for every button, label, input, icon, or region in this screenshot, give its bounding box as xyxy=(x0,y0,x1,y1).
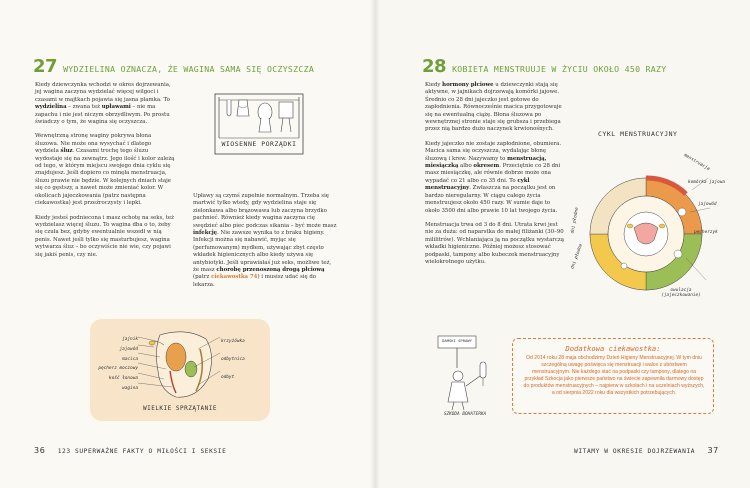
label-rectum: odbytnica xyxy=(221,357,245,362)
right-footer xyxy=(574,446,719,455)
running-title: WITAMY W OKRESIE DOJRZEWANIA xyxy=(574,448,696,455)
fact-number: 27 xyxy=(33,56,58,77)
fact-title: WYDZIELINA OZNACZA, ŻE WAGINA SAMA SIĘ OCZYSZCZA xyxy=(63,64,315,74)
body-text: . Przeciętnie co 28 dni masz miesiączkę, ale równie dobrze może ona wypadać co 21 albo co 35 dni. To xyxy=(425,163,561,184)
menstrual-cycle-diagram xyxy=(570,130,734,330)
label-fertile-days: dni płodne xyxy=(570,207,580,234)
label-fallopian-tube: jajowód xyxy=(698,202,717,207)
paragraph xyxy=(193,193,338,289)
label-menstruation: menstruacja xyxy=(682,153,711,172)
heroine-illustration xyxy=(436,332,500,416)
label-follicle: pęcherzyk xyxy=(694,230,718,235)
body-text: u dziewczynki stają się aktywne, w jajnikach dojrzewają komórki jajowe. Średnio co 28 dni jajeczko jest gotowe do zapłodnienia. Równocześnie macica przygotowuje się na ewentualną ciążę. Błona śluzowa po wewnętrznej stronie staje się grubsza i przebiega przez nią bardzo dużo naczynek krwionośnych. xyxy=(425,82,562,133)
emphasis-text: hormony płciowe xyxy=(442,82,494,88)
label-fallopian-tube: jajowód xyxy=(119,346,138,352)
paragraph xyxy=(425,141,565,215)
body-text: Kiedy xyxy=(425,82,443,88)
sign-text: DAMSKI SPRAWY xyxy=(442,338,472,343)
emphasis-text: menstruacją, miesiączką xyxy=(425,155,547,170)
illustration-caption: SZKODA BOHATERKA xyxy=(443,412,487,417)
label-sacrum: krzyżówka xyxy=(221,339,245,344)
body-text: . Czasami trochę tego śluzu wydostaje się na zewnątrz. Jego ilość i kolor zależą od tego, w którym miejscu swojego dnia cyklu się znajdujesz. Jeśli dopiero co minęła menstruacja, śluzu prawie nie będzie. W kolejnych dniach staje się co gęstszy, a nawet może zmieniać kolor. W okolicach jajeczkowania (patrz następna ciekawostka) jest przeźroczysty i lepki. xyxy=(35,148,175,207)
anatomy-illustration xyxy=(90,319,270,421)
label-bladder: pęcherz moczowy xyxy=(98,366,138,372)
label-ovulation: owulacja (jajeczkowanie) xyxy=(661,288,701,298)
left-text-column-1 xyxy=(35,82,175,266)
girl-with-sign-drawing xyxy=(436,332,500,416)
anatomy-labels-left xyxy=(94,335,138,394)
extra-fact-text: Od 2014 roku 28 maja obchodzimy Dzień Higieny Menstruacyjnej. W tym dniu szczególną uwagę poświęca się menstruacji i walce z ubóstwem menstruacyjnym. Nie każdego stać na podpaski czy tampony, dlatego na przykład Szkocja jako pierwsze państwo na świecie zapewniła darmowy dostęp do produktów menstruacyjnych – najpierw w szkołach i na uczelniach wyższych, a od sierpnia 2022 roku dla wszystkich potrzebujących. xyxy=(523,355,705,396)
book-gutter xyxy=(370,0,380,488)
paragraph xyxy=(425,222,565,266)
extra-fact-box xyxy=(512,338,714,414)
illustration-caption: WIOSENNE PORZĄDKI xyxy=(221,140,297,148)
emphasis-text: chorobę przenoszoną drogą płciową xyxy=(216,267,325,274)
fact-title: KOBIETA MENSTRUUJE W ŻYCIU OKOŁO 450 RAZY xyxy=(452,64,667,74)
right-text-column xyxy=(425,82,565,273)
paragraph xyxy=(425,82,565,134)
body-text: Upławy są czymś zupełnie normalnym. Trzeba się martwić tylko wtedy, gdy wydzielina staje się zielonkawa albo brązowawa lub zaczyna brzydko pachnieć. Również kiedy wagina zaczyna cię swędzieć albo piec podczas sikania – być może masz xyxy=(193,193,337,229)
emphasis-text: ciekawostka 74 xyxy=(211,274,258,281)
body-text: (patrz xyxy=(193,274,212,281)
emphasis-text: okresem xyxy=(473,163,500,170)
body-text: – nie ma zapachu i nie jest niczym obrzydliwym. Po prostu świadczy o tym, że wagina się oczyszcza. xyxy=(35,104,170,126)
illustration-caption: WIELKIE SPRZĄTANIE xyxy=(142,405,218,412)
label-vagina: wagina xyxy=(122,385,138,391)
emphasis-text: infekcję xyxy=(193,230,218,237)
body-text: – zwana też xyxy=(66,104,102,111)
cycle-title: CYKL MENSTRUACYJNY xyxy=(598,130,678,138)
paragraph xyxy=(35,215,175,259)
body-text: Wewnętrzną stronę waginy pokrywa błona śluzowa. Nie może ona wysychać i dlatego wydziela xyxy=(35,133,152,155)
left-footer xyxy=(34,446,226,455)
body-text: . Zwłaszcza na początku jest on bardzo nieregularny. W ciągu całego życia menstruujesz około 450 razy. W sumie daje to około 3500 dni albo prawie 10 lat twojego życia. xyxy=(425,185,558,214)
label-uterus: macica xyxy=(122,356,138,362)
body-text: Kiedy jajeczko nie zostaje zapłodnione, obumiera. Macica sama się oczyszcza, wydalając błonę śluzową i krew. Nazywamy to xyxy=(425,140,562,162)
page-number: 36 xyxy=(34,446,46,455)
body-text: Kiedy dziewczynka wchodzi w okres dojrzewania, jej wagina zaczyna wydzielać więcej wilgoci i czasami w majtkach pojawia się jasna plamka. To xyxy=(35,82,171,103)
body-text: Kiedy jesteś podniecona i masz ochotę na seks, też wydzielasz więcej śluzu. To wagina dba o to, żeby się czuła bez, gdyby ewentualnie wszedł w nią penis. Nawet jeśli tylko się masturbujesz, wagina wytwarza śluz – bo oczywiście nie wie, czy pojawi się jakiś penis, czy nie. xyxy=(35,214,174,258)
emphasis-text: śluz xyxy=(60,148,73,155)
label-fertile-days: dni płodne xyxy=(570,243,585,270)
extra-fact-title: Dodatkowa ciekawostka: xyxy=(565,344,661,353)
body-text: Menstruacja trwa od 3 do 8 dni. Utrata krwi jest nie za duża: od naparstka do małej filiżanki (30–90 mililitrów). Wchłaniająca ją na początku wystarczą wkładki higieniczne. Później możesz stosować podpaski, tampony albo kubeczek menstruacyjny wielokrotnego użytku. xyxy=(425,221,564,265)
label-anus: odbyt xyxy=(221,375,235,380)
body-text: ) i musisz udać się do lekarza. xyxy=(193,274,317,288)
label-pubic-bone: kość łonowa xyxy=(108,376,138,382)
body-text: . Nie zawsze wynika to z braku higieny. Infekcji można się nabawić, myjąc się (perfumowanym) mydłem, używając zbyt często wkładek higienicznych albo kiedy używa się antybiotyki. Jeśli uprawiałaś już seks, możliwe też, że masz xyxy=(193,230,332,274)
emphasis-text: upławami xyxy=(101,104,131,111)
page-number: 37 xyxy=(707,446,719,455)
anatomy-labels-right xyxy=(221,333,266,387)
label-ovary: jajnik xyxy=(122,337,138,342)
paragraph xyxy=(35,133,175,207)
left-text-column-2 xyxy=(193,193,338,296)
fact-28-heading xyxy=(422,56,666,77)
label-egg-cell: komórka jajowa xyxy=(688,180,726,185)
emphasis-text: wydzielina xyxy=(35,104,67,111)
paragraph xyxy=(35,82,175,126)
fact-number: 28 xyxy=(422,56,447,77)
body-text: albo xyxy=(458,163,474,170)
running-title: 123 SUPERWAŻNE FAKTY O MIŁOŚCI I SEKSIE xyxy=(57,448,227,455)
fact-27-heading xyxy=(33,56,314,77)
emphasis-text: cykl menstruacyjny xyxy=(425,177,530,192)
spring-cleaning-illustration xyxy=(213,92,305,156)
